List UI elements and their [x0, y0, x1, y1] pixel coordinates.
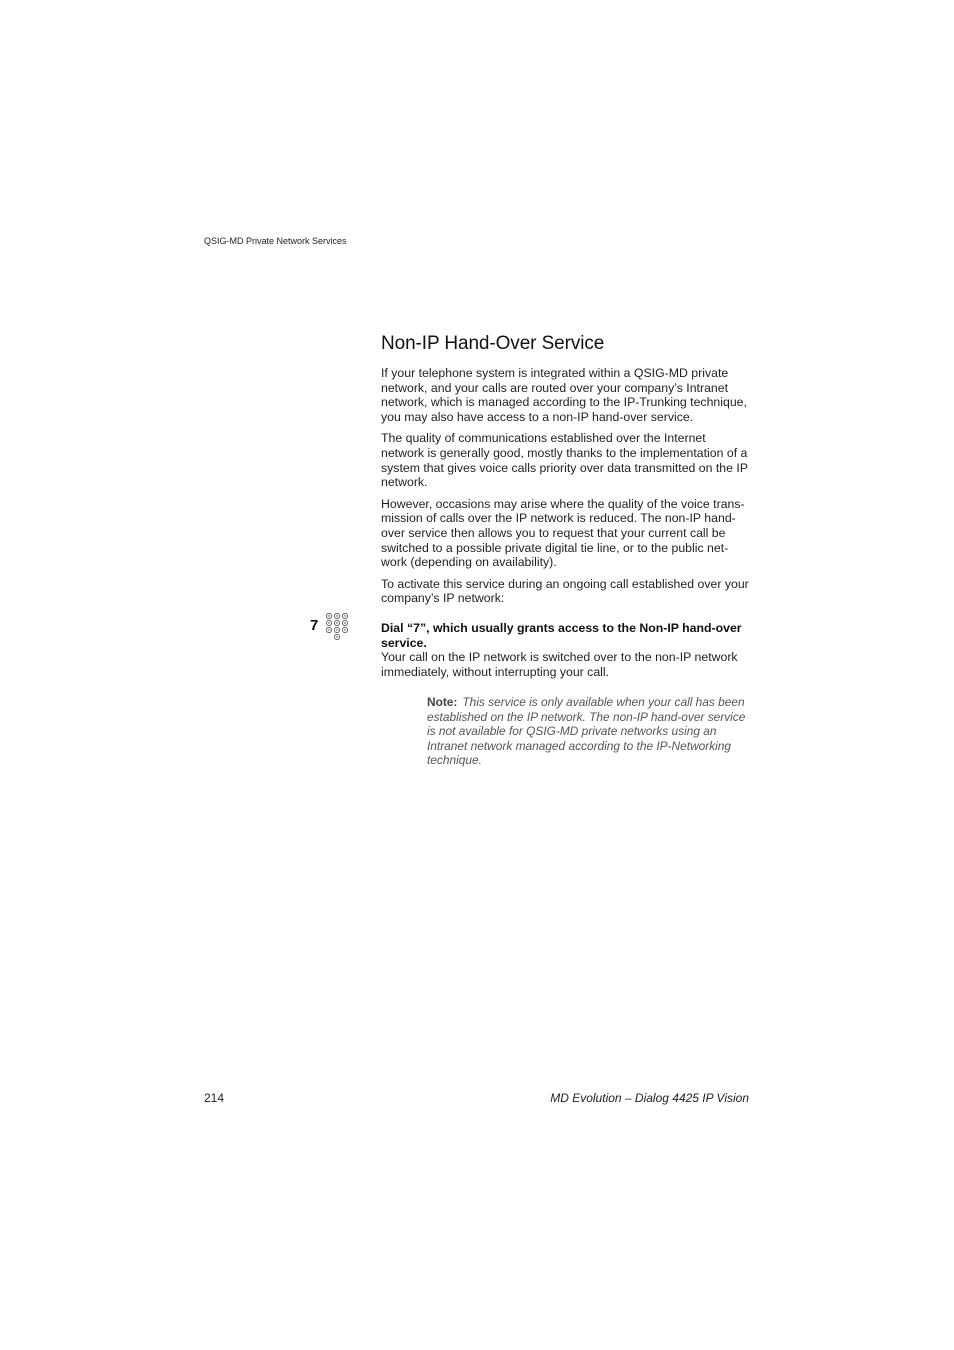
footer-document-title: MD Evolution – Dialog 4425 IP Vision	[550, 1091, 749, 1105]
page-number: 214	[204, 1091, 225, 1105]
intro-paragraph: If your telephone system is integrated within a QSIG-MD private network, and your calls are routed over your company’s Intranet network, which is managed according to the IP-Trunking technique, you may also have access to a non-IP hand-over service.	[381, 366, 747, 424]
keypad-icon	[325, 612, 349, 644]
key-digit: 7	[310, 616, 319, 634]
dial-step	[310, 616, 751, 679]
main-content	[310, 333, 751, 768]
note-box	[427, 695, 749, 768]
step-description: Your call on the IP network is switched over to the non-IP network immediately, without interrupting your call.	[381, 650, 738, 679]
quality-paragraph: The quality of communications established over the Internet network is generally good, mostly thanks to the implementation of a system that gives voice calls priority over data transmitted on the IP network.	[381, 431, 748, 490]
running-header: QSIG-MD Private Network Services	[204, 236, 347, 246]
step-key	[310, 612, 352, 642]
section-title: Non-IP Hand-Over Service	[381, 333, 605, 354]
note-text: This service is only available when your call has been established on the IP network. The non-IP hand-over service is not available for QSIG-MD private networks using an Intranet network managed according to the IP-Networking technique.	[427, 695, 746, 768]
step-title: Dial “7”, which usually grants access to the Non-IP hand-over service.	[381, 620, 742, 650]
activation-paragraph: To activate this service during an ongoing call established over your company’s IP network:	[381, 576, 749, 606]
occasions-paragraph: However, occasions may arise where the quality of the voice trans-mission of calls over the IP network is reduced. The non-IP hand-over service then allows you to request that your current call be switched to a possible private digital tie line, or to the public net-work (depending on availability).	[381, 496, 745, 570]
note-label: Note:	[427, 695, 458, 710]
